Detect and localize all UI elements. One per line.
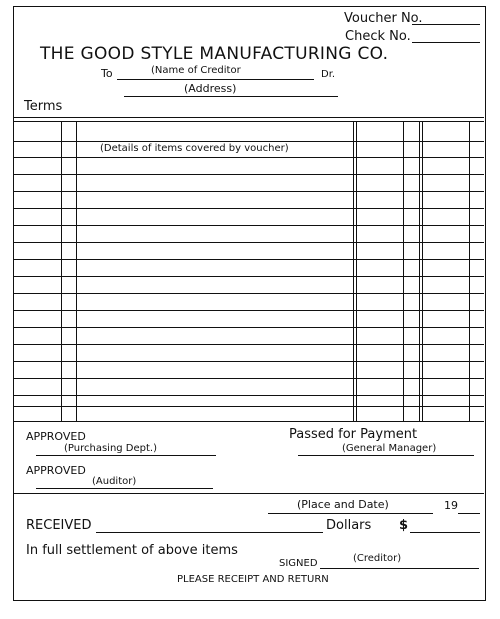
auditor-label: (Auditor) [92, 476, 137, 487]
creditor-placeholder: (Name of Creditor [151, 65, 241, 76]
dollars-label: Dollars [326, 518, 372, 533]
footer-text: PLEASE RECEIPT AND RETURN [177, 574, 329, 585]
table-column-line [353, 121, 354, 422]
table-row-line [14, 174, 484, 175]
auditor-approval-field[interactable] [36, 488, 213, 489]
table-column-line [61, 121, 62, 422]
table-column-line [419, 121, 420, 422]
table-row-line [14, 293, 484, 294]
signed-label: SIGNED [279, 558, 318, 569]
general-manager-label: (General Manager) [342, 443, 437, 454]
table-row-line [14, 208, 484, 209]
voucher-no-label: Voucher No. [344, 11, 423, 26]
purchasing-dept-label: (Purchasing Dept.) [64, 443, 158, 454]
check-no-label: Check No. [345, 29, 411, 44]
general-manager-signature-field[interactable] [298, 455, 474, 456]
table-row-line [14, 378, 484, 379]
settlement-text: In full settlement of above items [26, 543, 238, 558]
table-row-line [14, 310, 484, 311]
table-row-line [14, 361, 484, 362]
passed-for-payment-label: Passed for Payment [289, 427, 418, 442]
table-column-line [76, 121, 77, 422]
dollar-sign: $ [399, 518, 409, 533]
year-prefix: 19 [444, 499, 458, 512]
place-and-date-label: (Place and Date) [297, 498, 389, 511]
voucher-form [13, 6, 486, 601]
place-and-date-field[interactable] [268, 513, 433, 514]
table-row-line [14, 259, 484, 260]
creditor-signature-field[interactable] [320, 568, 479, 569]
terms-label: Terms [24, 99, 63, 114]
table-row-line [14, 225, 484, 226]
table-column-line [422, 121, 423, 422]
table-column-line [403, 121, 404, 422]
address-field[interactable] [124, 96, 338, 97]
approved-label-purchasing: APPROVED [26, 430, 86, 443]
table-row-line [14, 157, 484, 158]
table-row-line [14, 141, 484, 142]
table-row-line [14, 395, 484, 396]
table-top-border-1 [14, 117, 484, 118]
check-no-field[interactable] [412, 42, 480, 43]
year-field[interactable] [458, 513, 480, 514]
table-row-line [14, 327, 484, 328]
table-row-line [14, 344, 484, 345]
dr-label: Dr. [321, 69, 336, 80]
address-placeholder: (Address) [184, 82, 237, 95]
table-row-line [14, 242, 484, 243]
purchasing-approval-field[interactable] [36, 455, 216, 456]
creditor-name-field[interactable] [117, 79, 314, 80]
received-amount-words-field[interactable] [96, 532, 323, 533]
table-row-line [14, 276, 484, 277]
table-column-line [469, 121, 470, 422]
approved-label-auditor: APPROVED [26, 464, 86, 477]
company-name: THE GOOD STYLE MANUFACTURING CO. [40, 44, 389, 64]
voucher-no-field[interactable] [412, 24, 480, 25]
table-top-border-2 [14, 121, 484, 122]
received-label: RECEIVED [26, 518, 92, 533]
creditor-label: (Creditor) [353, 553, 402, 564]
table-row-line [14, 191, 484, 192]
table-bottom-border [14, 421, 484, 422]
dollar-amount-field[interactable] [410, 532, 480, 533]
receipt-separator [14, 493, 484, 494]
details-placeholder: (Details of items covered by voucher) [100, 143, 289, 154]
table-row-line [14, 406, 484, 407]
table-column-line [356, 121, 357, 422]
to-label: To [101, 67, 113, 80]
